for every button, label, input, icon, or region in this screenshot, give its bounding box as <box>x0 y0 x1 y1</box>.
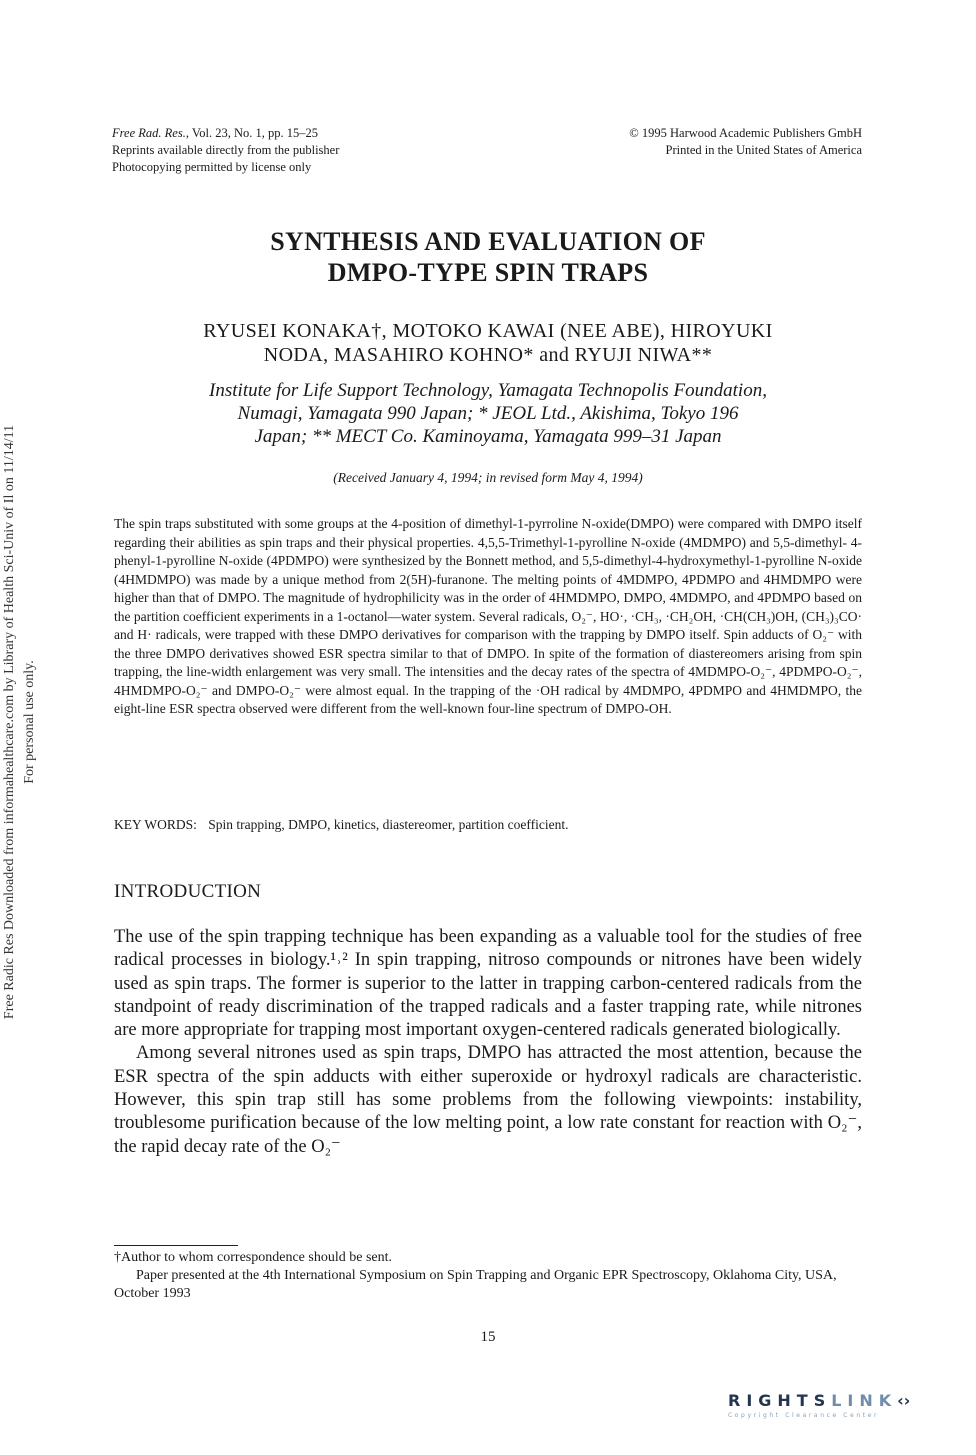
footnotes <box>114 1249 862 1303</box>
journal-volume: , Vol. 23, No. 1, pp. 15–25 <box>185 126 319 140</box>
keywords-text: Spin trapping, DMPO, kinetics, diastereomer, partition coefficient. <box>208 817 569 832</box>
reprints-note: Reprints available directly from the publisher <box>112 143 340 157</box>
affiliations <box>100 379 876 448</box>
title-line-1: SYNTHESIS AND EVALUATION OF <box>270 227 706 256</box>
affiliation-line-2: Numagi, Yamagata 990 Japan; * JEOL Ltd., Akishima, Tokyo 196 <box>237 403 739 424</box>
printed-line: Printed in the United States of America <box>665 143 862 157</box>
affiliation-line-1: Institute for Life Support Technology, Yamagata Technopolis Foundation, <box>209 380 767 401</box>
body-text <box>114 926 862 1159</box>
body-paragraph-2: Among several nitrones used as spin traps, DMPO has attracted the most attention, because the ESR spectra of the spin adducts with either superoxide or hydroxyl radicals are characteristic. However, this spin trap still has some problems from the following viewpoints: instability, troublesome purification because of the low melting point, a low rate constant for reaction with O₂⁻, the rapid decay rate of the O₂⁻ <box>114 1043 862 1157</box>
watermark-line-2: For personal use only. <box>22 660 37 784</box>
received-dates: (Received January 4, 1994; in revised form May 4, 1994) <box>333 470 643 485</box>
photocopy-note: Photocopying permitted by license only <box>112 160 312 174</box>
authors-line-2: NODA, MASAHIRO KOHNO* and RYUJI NIWA** <box>263 344 713 366</box>
title-line-2: DMPO-TYPE SPIN TRAPS <box>327 258 649 287</box>
keywords-label: KEY WORDS: <box>114 817 197 832</box>
body-paragraph-1: The use of the spin trapping technique has been expanding as a valuable tool for the studies of free radical processes in biology.¹˒² In spin trapping, nitroso compounds or nitrones have been widely used as spin traps. The former is superior to the latter in trapping carbon-centered radicals from the standpoint of ready discrimination of the trapped radicals and a faster trapping rate, while nitrones are more appropriate for trapping most important oxygen-centered radicals generated biologically. <box>114 927 862 1041</box>
affiliation-line-3: Japan; ** MECT Co. Kaminoyama, Yamagata 999–31 Japan <box>254 426 722 447</box>
journal-name: Free Rad. Res. <box>112 126 186 140</box>
journal-header-right <box>629 125 862 159</box>
footnote-rule <box>114 1245 238 1246</box>
author-list <box>100 319 876 367</box>
footnote-2: Paper presented at the 4th International Symposium on Spin Trapping and Organic EPR Spectroscopy, Oklahoma City, USA, October 1993 <box>114 1268 837 1301</box>
abstract: The spin traps substituted with some groups at the 4-position of dimethyl-1-pyrroline N-oxide(DMPO) were compared with DMPO itself regarding their abilities as spin traps and their physical properties. 4,5,5-Trimethyl-1-pyrolline N-oxide (4MDMPO) and 5,5-dimethyl- 4-phenyl-1-pyrolline N-oxide (4PDMPO) were synthesized by the Bonnett method, and 5,5-dimethyl-4-hydroxymethyl-1-pyrolline N-oxide (4HMDMPO) was made by a unique method from 2(5H)-furanone. The melting points of 4MDMPO, 4PDMPO and 4HMDMPO were higher than that of DMPO. The magnitude of hydrophilicity was in the order of 4HMDMPO, DMPO, 4MDMPO, and 4PDMPO based on the partition coefficient experiments in a 1-octanol—water system. Several radicals, O₂⁻, HO·, ·CH₃, ·CH₂OH, ·CH(CH₃)OH, (CH₃)₃CO· and H· radicals, were trapped with these DMPO derivatives for comparison with the trapping by DMPO itself. Spin adducts of O₂⁻ with the three DMPO derivatives showed ESR spectra similar to that of DMPO. In spite of the formation of diastereomers arising from spin trapping, the line-width enlargement was very small. The intensities and the decay rates of the spectra of 4MDMPO-O₂⁻, 4PDMPO-O₂⁻, 4HMDMPO-O₂⁻ and DMPO-O₂⁻ were almost equal. In the trapping of the ·OH radical by 4MDMPO, 4PDMPO and 4HMDMPO, the eight-line ESR spectra observed were different from the well-known four-line spectrum of DMPO-OH. <box>114 516 862 716</box>
keywords <box>114 816 862 834</box>
logo-wordmark <box>728 1391 958 1410</box>
copyright-line: © 1995 Harwood Academic Publishers GmbH <box>629 126 862 140</box>
logo-arrows-icon: ‹› <box>897 1391 911 1410</box>
paper-title <box>0 226 976 288</box>
page-number: 15 <box>480 1329 496 1345</box>
logo-word-link: LINK <box>831 1391 898 1410</box>
journal-header-left <box>112 125 339 176</box>
watermark-line-1: Free Radic Res Downloaded from informahealthcare.com by Library of Health Sci-Univ of Il on 11/14/11 <box>2 424 17 1020</box>
logo-word-rights: RIGHTS <box>728 1391 832 1410</box>
authors-line-1: RYUSEI KONAKA†, MOTOKO KAWAI (NEE ABE), HIROYUKI <box>203 320 773 342</box>
journal-citation <box>112 125 339 142</box>
logo-subtitle: Copyright Clearance Center <box>728 1412 880 1419</box>
section-heading: INTRODUCTION <box>114 881 262 902</box>
rightslink-logo[interactable] <box>728 1391 958 1431</box>
footnote-1: †Author to whom correspondence should be sent. <box>114 1250 392 1265</box>
